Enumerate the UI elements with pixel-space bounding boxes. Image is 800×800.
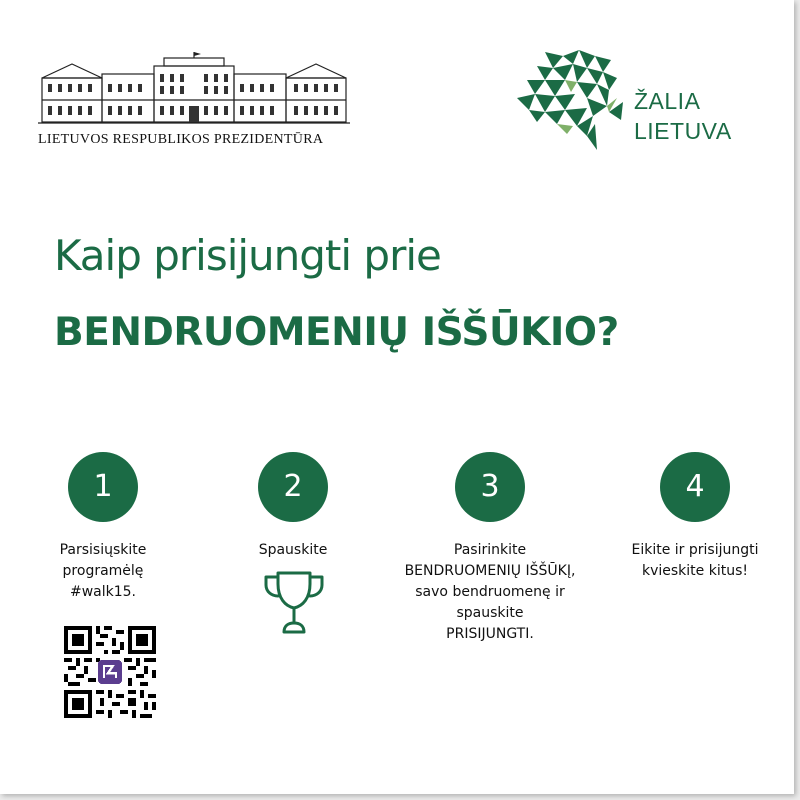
headline-line1: Kaip prisijungti prie bbox=[54, 231, 441, 280]
step-line: Spauskite bbox=[258, 542, 328, 558]
step-line: Parsisiųskite bbox=[59, 542, 147, 558]
trophy-icon bbox=[262, 570, 326, 636]
step-line: savo bendruomenę ir bbox=[415, 584, 565, 600]
step-line: spauskite bbox=[456, 605, 524, 621]
step-number-circle: 2 bbox=[258, 452, 328, 522]
step-number-circle: 3 bbox=[455, 452, 525, 522]
step-4 bbox=[595, 452, 795, 582]
step-line: kvieskite kitus! bbox=[641, 563, 748, 579]
step-line: Pasirinkite bbox=[453, 542, 527, 558]
step-number-circle: 4 bbox=[660, 452, 730, 522]
zalia-line2: LIETUVA bbox=[634, 118, 732, 144]
step-description bbox=[595, 540, 795, 582]
presidency-name: LIETUVOS RESPUBLIKOS PREZIDENTŪRA bbox=[38, 132, 324, 147]
step-description bbox=[3, 540, 203, 603]
headline-line2: BENDRUOMENIŲ IŠŠŪKIO? bbox=[54, 310, 619, 355]
presidency-logo bbox=[38, 52, 350, 148]
step-line: programėlę bbox=[62, 563, 144, 579]
step-2 bbox=[193, 452, 393, 561]
step-line: PRISIJUNGTI. bbox=[446, 626, 534, 642]
step-line: #walk15. bbox=[69, 584, 137, 600]
step-3 bbox=[390, 452, 590, 645]
step-description bbox=[193, 540, 393, 561]
presidential-palace-icon bbox=[38, 52, 350, 126]
step-number-circle: 1 bbox=[68, 452, 138, 522]
step-line: BENDRUOMENIŲ IŠŠŪKĮ, bbox=[404, 563, 576, 579]
zalia-lietuva-wordmark bbox=[634, 86, 732, 146]
zalia-lietuva-logo bbox=[517, 50, 757, 160]
headline bbox=[54, 228, 619, 358]
step-1 bbox=[3, 452, 203, 603]
zalia-line1: ŽALIA bbox=[634, 88, 701, 114]
step-description bbox=[390, 540, 590, 645]
zalia-lietuva-mark bbox=[517, 50, 629, 154]
step-line: Eikite ir prisijungti bbox=[631, 542, 759, 558]
qr-code[interactable] bbox=[64, 626, 156, 718]
